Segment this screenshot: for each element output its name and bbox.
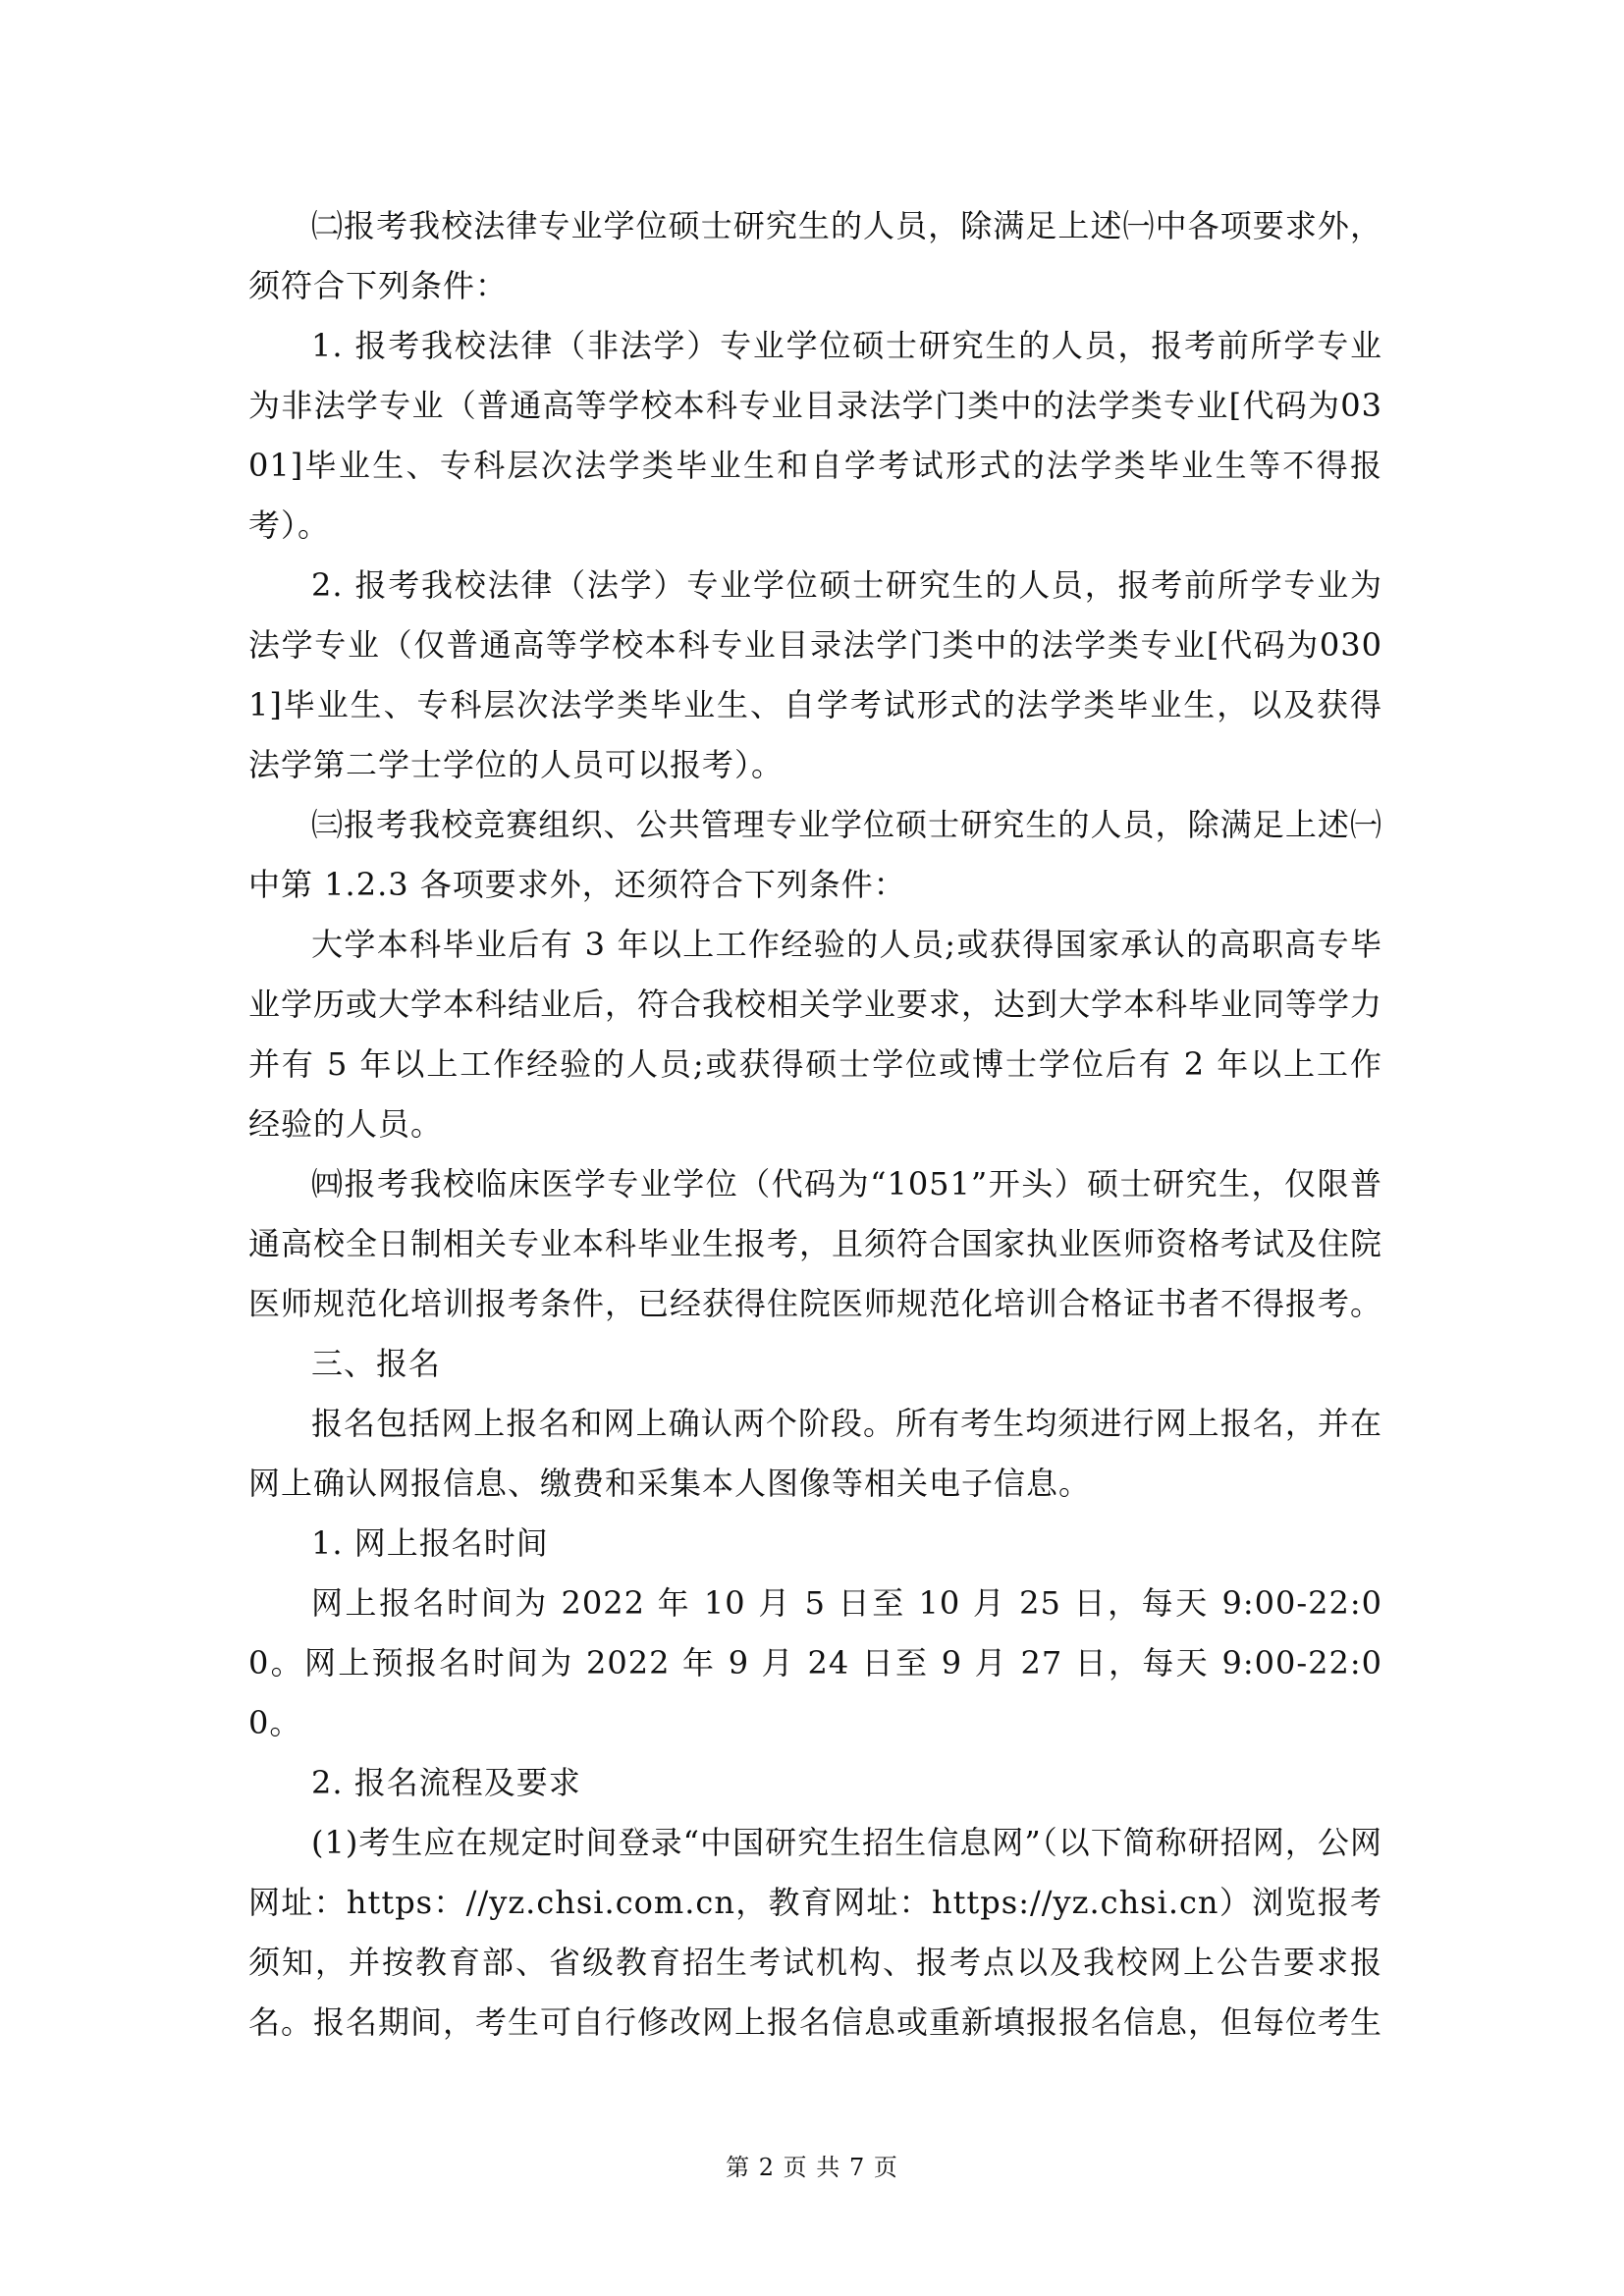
subheading-registration-process: 2. 报名流程及要求: [311, 1764, 581, 1801]
paragraph-law-non-law-major: 1. 报考我校法律（非法学）专业学位硕士研究生的人员，报考前所学专业为非法学专业（普通高等学校本科专业目录法学门类中的法学类专业[代码为0301]毕业生、专科层次法学类毕业生和自学考试形式的法学类毕业生等不得报考）。: [248, 327, 1382, 544]
section-heading-registration: 三、报名: [311, 1345, 442, 1382]
paragraph-registration-process-detail: (1)考生应在规定时间登录“中国研究生招生信息网”（以下简称研招网，公网网址：https：//yz.chsi.com.cn，教育网址：https://yz.chsi.cn）浏览报考须知，并按教育部、省级教育招生考试机构、报考点以及我校网上公告要求报名。报名期间，考生可自行修改网上报名信息或重新填报报名信息，但每位考生: [248, 1824, 1383, 2041]
page-number-footer: 第 2 页 共 7 页: [726, 2154, 898, 2181]
paragraph-registration-stages: 报名包括网上报名和网上确认两个阶段。所有考生均须进行网上报名，并在网上确认网报信息、缴费和采集本人图像等相关电子信息。: [248, 1405, 1382, 1502]
paragraph-clinical-medicine: ㈣报考我校临床医学专业学位（代码为“1051”开头）硕士研究生，仅限普通高校全日制相关专业本科毕业生报考，且须符合国家执业医师资格考试及住院医师规范化培训报考条件，已经获得住院医师规范化培训合格证书者不得报考。: [248, 1165, 1383, 1322]
subheading-online-registration-time: 1. 网上报名时间: [311, 1524, 549, 1562]
paragraph-competition-public-management: ㈢报考我校竞赛组织、公共管理专业学位硕士研究生的人员，除满足上述㈠中第 1.2.3 各项要求外，还须符合下列条件：: [248, 806, 1382, 903]
paragraph-law-degree-requirements: ㈡报考我校法律专业学位硕士研究生的人员，除满足上述㈠中各项要求外，须符合下列条件：: [248, 207, 1382, 304]
document-body: [248, 196, 1382, 2053]
paragraph-law-law-major: 2. 报考我校法律（法学）专业学位硕士研究生的人员，报考前所学专业为法学专业（仅普通高等学校本科专业目录法学门类中的法学类专业[代码为0301]毕业生、专科层次法学类毕业生、自学考试形式的法学类毕业生，以及获得法学第二学士学位的人员可以报考）。: [248, 566, 1382, 783]
paragraph-work-experience: 大学本科毕业后有 3 年以上工作经验的人员;或获得国家承认的高职高专毕业学历或大学本科结业后，符合我校相关学业要求，达到大学本科毕业同等学力并有 5 年以上工作经验的人员;或获得硕士学位或博士学位后有 2 年以上工作经验的人员。: [248, 926, 1383, 1143]
paragraph-registration-dates: 网上报名时间为 2022 年 10 月 5 日至 10 月 25 日，每天 9:00-22:00。网上预报名时间为 2022 年 9 月 24 日至 9 月 27 日，每天 9:00-22:00。: [248, 1584, 1382, 1741]
